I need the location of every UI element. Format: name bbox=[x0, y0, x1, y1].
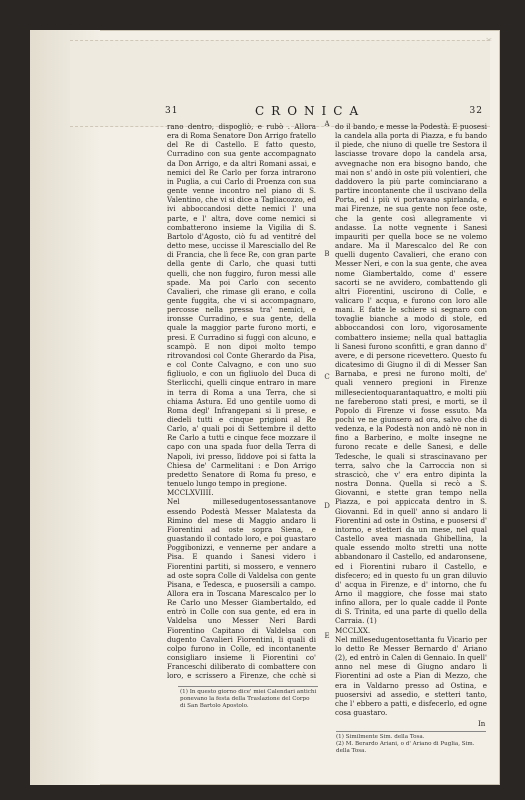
page-number-right: 32 bbox=[469, 106, 483, 116]
margin-letter-d: D bbox=[324, 502, 330, 510]
page-header bbox=[165, 106, 483, 120]
margin-letter-e: E bbox=[324, 632, 330, 640]
margin-letter-c: C bbox=[324, 373, 330, 381]
footnotes-left: (1) In questo giorno dice' miei Calendari antichi ponevano la festa della Traslazione del Corpo di San Bartolo Apostolo. bbox=[180, 689, 317, 709]
catchword: In bbox=[478, 720, 486, 728]
footnote-rule-right bbox=[336, 731, 486, 732]
footnotes-right: (1) Similmente Sim. della Tosa. (2) M. Berardo Ariani, o d' Ariano di Puglia, Sim. della Tosa. bbox=[336, 734, 475, 754]
margin-letter-a: A bbox=[324, 120, 330, 128]
text-column-left: rano dentro, dispogliò, e rubò . Allora era di Roma Senatore Don Arrigo fratello del Re di Castello. E fatto questo, Curradino con sua gente accompagnato da Don Arrigo, e da altri Romani assai, e nemici del Re Carlo per forza intrarono in Puglia, a cui Carlo di Proenza con sua gente venne incontro nel piano di S. Valentino, che vi si dice a Tagliacozzo, ed ivi abboccandosi dette nemici l' una parte, e l' altra, dove come nemici si combatterono insieme la Vigilia di S. Bartolo d'Agosto, ciò fu ad ventitré del detto mese, uccisse il Maresciallo del Re di Francia, che lì fece Re, con gran parte della gente di Carlo, che quasi tutti quelli, che non fuggiro, furon messi alle spade. Ma poi Carlo con secento Cavalieri, che rimase gli erano, e colla gente fuggita, che vi si accompagnaro, percosse nella pressa tra' nemici, e ironsse Curradino, e sua gente, della quale la maggior parte furono morti, e presi. E Curradino si fuggì con alcuno, e scampò. E non dipoi molto tempo ritrovandosi col Conte Gherardo da Pisa, e col Conte Calvagno, e con uno suo figliuolo, e con un figliuolo del Duca di Sterlicchi, quelli cinque entraro in mare in terra di Roma a una Terra, che si chiama Astura. Ed uno gentile uomo di Roma degl' Infrangepani si li prese, e diedeli tutti e cinque prigioni al Re Carlo, a' quali poi di Settembre il detto Re Carlo a tutti e cinque fece mozzare il capo con una spada fuor della Terra di Napoli, ivi presso, lìddove poi si fatta la Chiesa de' Carmelitani : e Don Arrigo predetto Senatore di Roma fu preso, e tenuelo lungo tempo in pregione. MCCLXVIIII. Nel millesedugentosessantanove essendo Podestà Messer Malatesta da Rimino del mese di Maggio andaro li Fiorentini ad oste sopra Siena, e guastando il contado loro, e poi guastaro Poggibonizzi, e vennerne per andare a Pisa. E quando i Sanesi videro i Fiorentini partiti, si mossero, e vennero ad oste sopra Colle di Valdelsa con gente Pisana, e Tedesca, e puosersili a campo. Allora era in Toscana Marescalco per lo Re Carlo uno Messer Giambertaldo, ed entrò in Colle con sua gente, ed era in Valdelsa uno Messer Neri Bardi Fiorentino Capitano di Valdelsa con dugento Cavalieri Fiorentini, li quali di colpo furono in Colle, ed incontanente consigliaro insieme li Fiorentini co' Franceschi diliberato di combattere con loro, e scrissero a Firenze, che cchè si bbox=[167, 122, 316, 681]
corner-mark: ✂ bbox=[486, 36, 492, 44]
page-number-left: 31 bbox=[165, 106, 179, 116]
text-column-right: do il bando, e messe la Podestà. E puosesi la candela alla porta di Piazza, e fu bando il piede, che niuno di quelle tre Sestora il lasciasse trovare dopo la candela arsa, avvegnache non era bisogno bando, che mai non s' andò in oste più volentieri, che daddovero la più parte cominciarano a partire incontanente che il uscivano della Porta, ed i più vi portavano spirlanda, e mai Firenze, ne sua gente non fece oste, che la gente così allegramente vi andasse. La notte vegnente i Sanesi impauriti per quella boce se ne volemo andare. Ma il Marescalco del Re con quelli dugento Cavalieri, che erano con Messer Neri, e con la sua gente, che avea nome Giambertaldo, come d' essere sacorti se ne avvidero, combattendo gli altri Fiorentini, uscirono di Colle, e valicaro l' acqua, e furono con loro alle mani. E fatte le schiere si segnaro con tovaglie bianche a modo di stole, ed abboccandosi con loro, vigorosamente combattero insieme; nella qual battaglia li Sanesi furono sconfitti, e gran danno d' avere, e di persone ricevettero. Questo fu dicatesimo di Giugno il dì di Messer San Barnaba, e presi ne furono molti, de' quali vennero pregioni in Firenze millesecientoquarantaquattro, e molti più ne fareberono stati presi, e morti, se il Popolo di Firenze vi fosse essuto. Ma pochi ve ne giunsero ad ora, salvo che di vedenza, e la Podestà non andò nè non in fino a Barberino, e molte insegne ne furono recate e delle Sanesi, e delle Tedesche, le quali si strascinavano per terra, salvo che la Carroccia non si strascicò, che v' era entro dipinta la nostra Donna. Quella si recò a S. Giovanni, e stette gran tempo nella Piazza, e poi appiccata dentro in S. Giovanni. Ed in quell' anno si andaro li Fiorentini ad oste in Ostina, e puosersi d' intorno, e stetteri da un mese, nel qual Castello avea masnada Ghibellina, la quale essendo molto stretti una notte abbandonaro il Castello, ed andaronsene, ed i Fiorentini rubaro il Castello, e disfecero; ed in questo fu un gran diluvio d' acqua in Firenze, e d' intorno, che fu Arno il maggiore, che fosse mai stato infino allora, per lo quale cadde il Ponte di S. Trinita, ed una parte di quello della Carraia. (1) MCCLXX. Nel millesedugentosettanta fu Vicario per lo detto Re Messer Bernardo d' Ariano (2), ed entrò in Calen di Gennaio. In quell' anno nel mese di Giugno andaro li Fiorentini ad oste a Pian di Mezzo, che era in Valdarno presso ad Ostina, e puosersivi ad assedio, e stetteri tanto, che l' ebbero a patti, e disfecerlo, ed ogne cosa guastaro. bbox=[335, 122, 487, 717]
running-title: CRONICA bbox=[255, 104, 366, 118]
footnote-rule-left bbox=[178, 686, 318, 687]
margin-letter-b: B bbox=[324, 250, 330, 258]
gutter-shadow bbox=[30, 30, 100, 785]
